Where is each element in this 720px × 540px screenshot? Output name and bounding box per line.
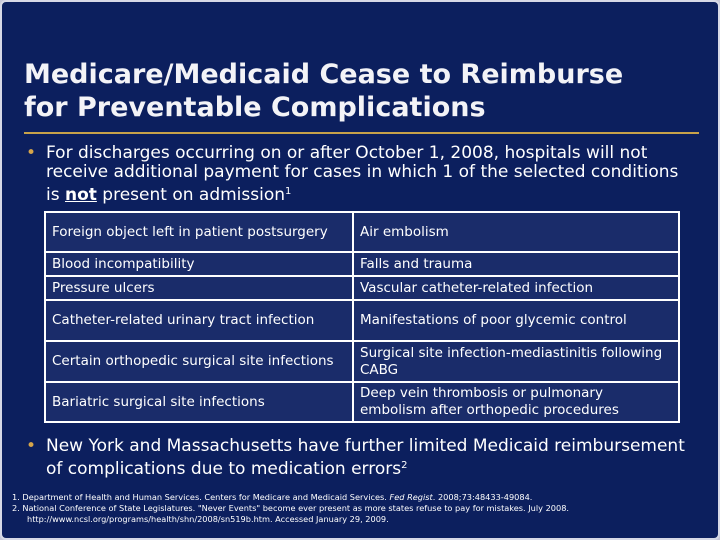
footnote-ref-1: 1: [285, 186, 292, 197]
table-cell: Catheter-related urinary tract infection: [44, 301, 354, 342]
slide-title: [24, 58, 704, 124]
table-cell: Blood incompatibility: [44, 253, 354, 277]
slide-title-line-2: for Preventable Complications: [24, 92, 486, 123]
table-cell: Bariatric surgical site infections: [44, 383, 354, 423]
title-divider: [24, 132, 699, 134]
table-cell: Pressure ulcers: [44, 277, 354, 301]
bullet-ny-ma: [26, 437, 696, 477]
journal-name: Fed Regist: [389, 492, 433, 502]
table-cell: Air embolism: [354, 211, 680, 253]
slide-title-line-1: Medicare/Medicaid Cease to Reimburse: [24, 59, 624, 90]
bullet-discharges: [26, 144, 696, 204]
table-cell: Deep vein thrombosis or pulmonary embolism after orthopedic procedures: [354, 383, 680, 423]
table-cell: Surgical site infection-mediastinitis following CABG: [354, 342, 680, 383]
bullet-ny-ma-text: New York and Massachusetts have further limited Medicaid reimbursement of complications due to medication errors$^2$: [46, 436, 685, 479]
conditions-table: [44, 211, 680, 423]
table-cell: Falls and trauma: [354, 253, 680, 277]
table-cell: Certain orthopedic surgical site infections: [44, 342, 354, 383]
table-cell: Foreign object left in patient postsurgery: [44, 211, 354, 253]
not-emphasis: not: [64, 185, 97, 205]
bullet-dot-icon: •: [26, 143, 37, 163]
footnote-ref-2: 2: [401, 460, 408, 471]
references: [12, 492, 712, 525]
reference-1: 1. Department of Health and Human Services. Centers for Medicare and Medicaid Services. Fed Regist. 2008;73:48433-49084.: [12, 492, 533, 502]
table-cell: Manifestations of poor glycemic control: [354, 301, 680, 342]
bullet-discharges-text: For discharges occurring on or after October 1, 2008, hospitals will not receive additional payment for cases in which 1 of the selected conditions is not present on admission$^1$: [46, 143, 679, 205]
reference-2: 2. National Conference of State Legislatures. "Never Events" become ever present as more states refuse to pay for mistakes. July 2008.: [12, 503, 570, 513]
reference-2-url: http://www.ncsl.org/programs/health/shn/2008/sn519b.htm. Accessed January 29, 2009.: [27, 514, 389, 524]
table-cell: Vascular catheter-related infection: [354, 277, 680, 301]
bullet-dot-icon: •: [26, 436, 37, 456]
